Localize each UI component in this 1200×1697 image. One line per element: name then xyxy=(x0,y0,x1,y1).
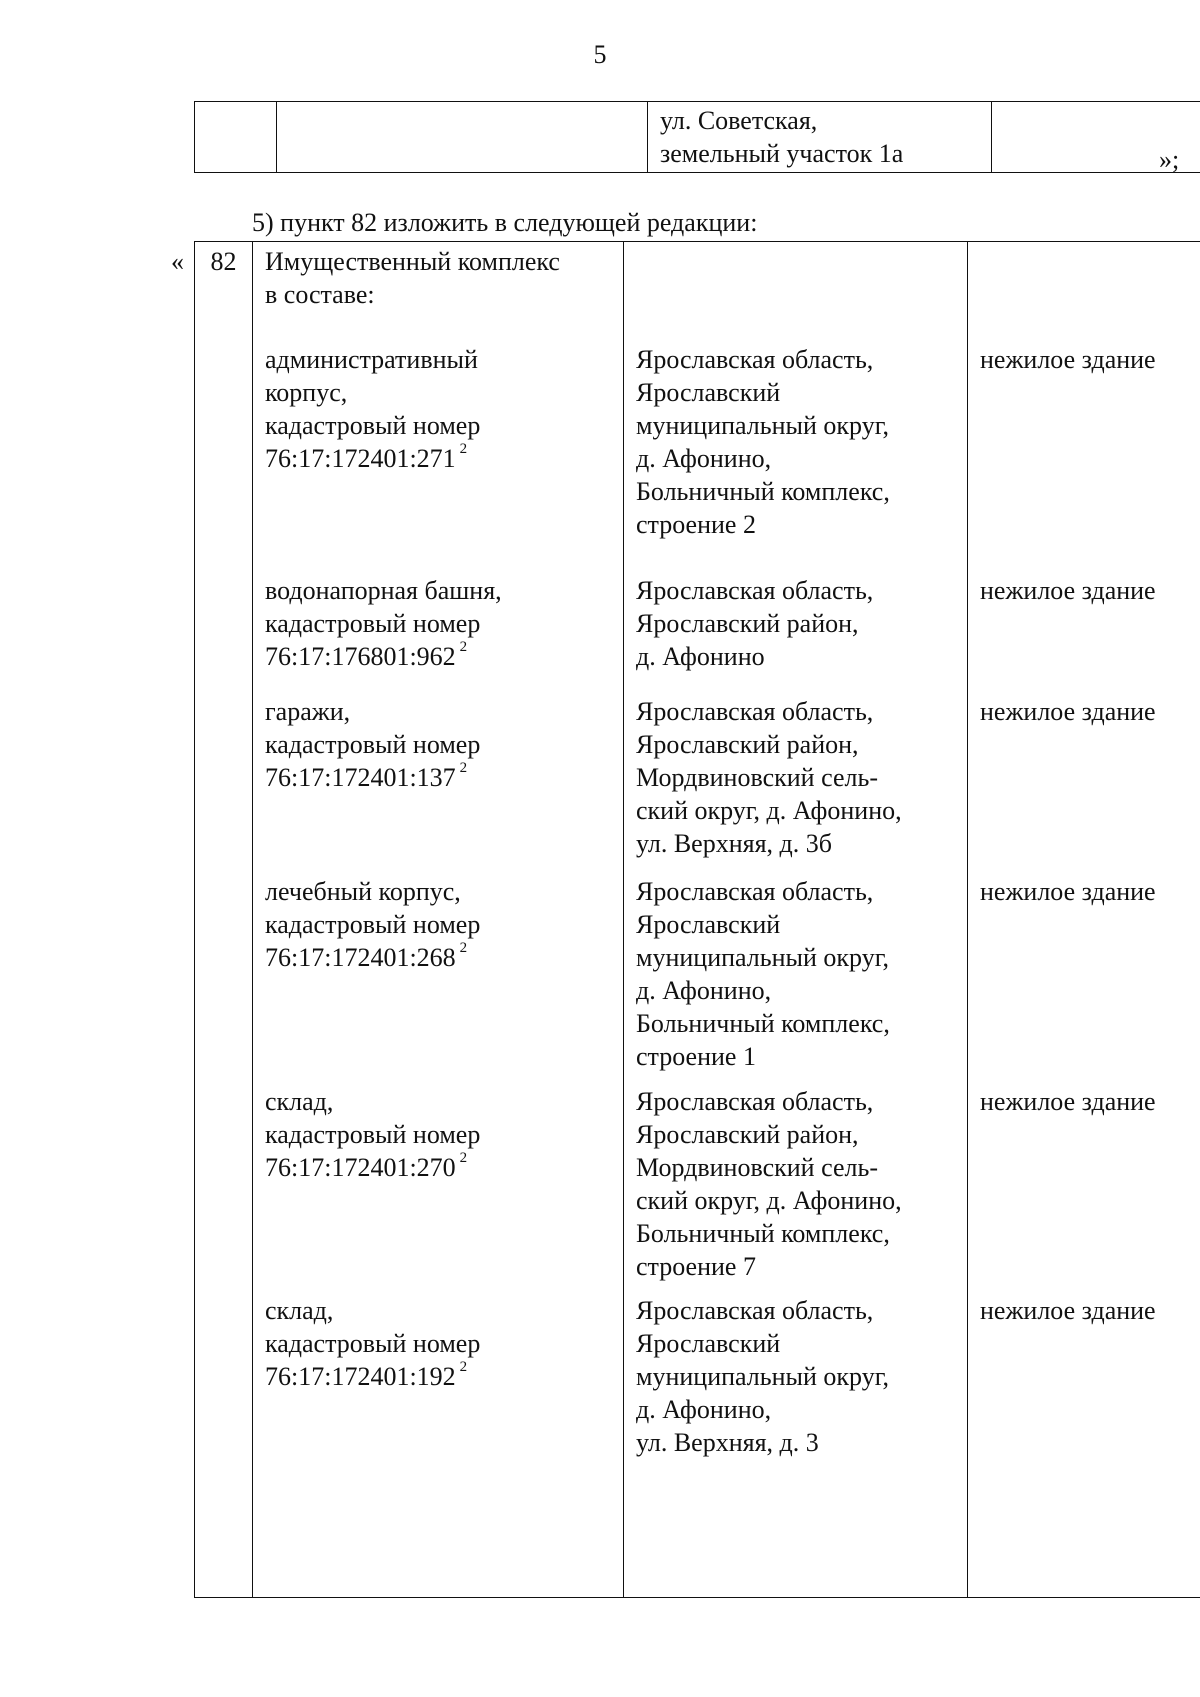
entry-name xyxy=(265,343,480,475)
cadastral-number xyxy=(265,941,480,974)
entry-name-line: склад, xyxy=(265,1087,334,1116)
page-number: 5 xyxy=(593,40,607,69)
address-line: ский округ, д. Афонино, xyxy=(636,796,902,825)
entry-name-line: кадастровый номер xyxy=(265,609,481,638)
entry-address xyxy=(636,1085,902,1283)
entry-name-line: административный xyxy=(265,345,478,374)
entry-address xyxy=(636,574,873,673)
table-row xyxy=(195,102,1200,173)
address-line: Ярославская область, xyxy=(636,877,874,906)
type-column xyxy=(968,242,1200,1598)
address-line: Ярославская область, xyxy=(636,697,874,726)
entry-name-line: водонапорная башня, xyxy=(265,576,502,605)
address-line: Ярославская область, xyxy=(636,1087,874,1116)
address-line: д. Афонино, xyxy=(636,976,772,1005)
address-line: строение 1 xyxy=(636,1042,756,1071)
address-line: муниципальный округ, xyxy=(636,411,889,440)
address-line: муниципальный округ, xyxy=(636,943,889,972)
address-line: Ярославский xyxy=(636,1329,781,1358)
name-cell xyxy=(277,102,648,173)
address-line: земельный участок 1а xyxy=(660,139,904,168)
entry-type xyxy=(980,695,1156,728)
cadastral-value: 76:17:176801:962 xyxy=(265,642,456,671)
address-line: д. Афонино, xyxy=(636,1395,772,1424)
opening-quote: « xyxy=(171,247,184,276)
address-line: муниципальный округ, xyxy=(636,1362,889,1391)
footnote-marker: 2 xyxy=(459,1150,468,1167)
building-type: нежилое здание xyxy=(980,1087,1156,1116)
entry-type xyxy=(980,1085,1156,1118)
address-line: д. Афонино, xyxy=(636,444,772,473)
address-line: Ярославский xyxy=(636,910,781,939)
address-line: Ярославская область, xyxy=(636,576,874,605)
address-line: Мордвиновский сель- xyxy=(636,763,878,792)
entry-type xyxy=(980,875,1156,908)
entry-name-line: кадастровый номер xyxy=(265,1329,481,1358)
address-line: Больничный комплекс, xyxy=(636,477,890,506)
entry-name xyxy=(265,1085,480,1184)
address-cell xyxy=(648,102,992,173)
building-type: нежилое здание xyxy=(980,697,1156,726)
entry-name-line: склад, xyxy=(265,1296,334,1325)
complex-title xyxy=(265,245,560,311)
entry-name xyxy=(265,1294,480,1393)
address-line: Больничный комплекс, xyxy=(636,1009,890,1038)
entry-address xyxy=(636,343,890,541)
entry-name xyxy=(265,574,502,673)
footnote-marker: 2 xyxy=(459,1359,468,1376)
entry-type xyxy=(980,574,1156,607)
entry-address xyxy=(636,875,890,1073)
address-line: Ярославская область, xyxy=(636,345,874,374)
entry-name xyxy=(265,695,480,794)
cadastral-number xyxy=(265,1151,480,1184)
name-column xyxy=(253,242,624,1598)
entry-address xyxy=(636,695,902,860)
table-row xyxy=(195,242,1200,1598)
address-line: Больничный комплекс, xyxy=(636,1219,890,1248)
building-type: нежилое здание xyxy=(980,576,1156,605)
address-line: Ярославский район, xyxy=(636,730,859,759)
footnote-marker: 2 xyxy=(459,639,468,656)
entry-name xyxy=(265,875,480,974)
number-cell xyxy=(195,102,277,173)
item-number: 82 xyxy=(195,242,253,1598)
property-table xyxy=(194,241,1200,1598)
address-line: строение 7 xyxy=(636,1252,756,1281)
cadastral-value: 76:17:172401:137 xyxy=(265,763,456,792)
address-line: ский округ, д. Афонино, xyxy=(636,1186,902,1215)
address-line: д. Афонино xyxy=(636,642,765,671)
address-line: ул. Верхняя, д. 3б xyxy=(636,829,833,858)
address-line: Ярославский xyxy=(636,378,781,407)
cadastral-number xyxy=(265,761,480,794)
entry-name-line: кадастровый номер xyxy=(265,411,481,440)
address-line: строение 2 xyxy=(636,510,756,539)
title-line: в составе: xyxy=(265,280,375,309)
address-line: Ярославский район, xyxy=(636,1120,859,1149)
entry-address xyxy=(636,1294,889,1459)
building-type: нежилое здание xyxy=(980,1296,1156,1325)
address-line: Ярославский район, xyxy=(636,609,859,638)
entry-type xyxy=(980,1294,1156,1327)
address-line: Мордвиновский сель- xyxy=(636,1153,878,1182)
footnote-marker: 2 xyxy=(459,760,468,777)
entry-name-line: гаражи, xyxy=(265,697,351,726)
entry-name-line: кадастровый номер xyxy=(265,1120,481,1149)
entry-name-line: кадастровый номер xyxy=(265,730,481,759)
cadastral-number xyxy=(265,1360,480,1393)
cadastral-value: 76:17:172401:270 xyxy=(265,1153,456,1182)
building-type: нежилое здание xyxy=(980,877,1156,906)
amendment-instruction: 5) пункт 82 изложить в следующей редакции: xyxy=(252,208,758,237)
address-line: ул. Советская, xyxy=(660,106,818,135)
title-line: Имущественный комплекс xyxy=(265,247,560,276)
address-line: ул. Верхняя, д. 3 xyxy=(636,1428,819,1457)
cadastral-number xyxy=(265,442,480,475)
entry-type xyxy=(980,343,1156,376)
footnote-marker: 2 xyxy=(459,441,468,458)
cadastral-number xyxy=(265,640,502,673)
address-line: Ярославская область, xyxy=(636,1296,874,1325)
building-type: нежилое здание xyxy=(980,345,1156,374)
entry-name-line: лечебный корпус, xyxy=(265,877,461,906)
entry-name-line: кадастровый номер xyxy=(265,910,481,939)
continuation-table xyxy=(194,101,1200,173)
cadastral-value: 76:17:172401:192 xyxy=(265,1362,456,1391)
address-column xyxy=(624,242,968,1598)
cadastral-value: 76:17:172401:268 xyxy=(265,943,456,972)
closing-quote: »; xyxy=(1159,145,1180,174)
cadastral-value: 76:17:172401:271 xyxy=(265,444,456,473)
footnote-marker: 2 xyxy=(459,940,468,957)
entry-name-line: корпус, xyxy=(265,378,348,407)
